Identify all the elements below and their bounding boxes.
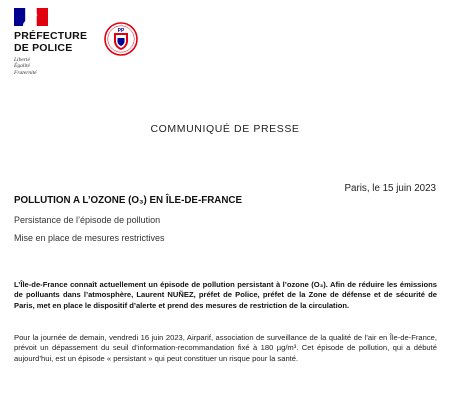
svg-text:PP: PP (117, 28, 125, 34)
logo-title (14, 30, 87, 54)
release-date: Paris, le 15 juin 2023 (344, 183, 436, 194)
lead-paragraph: L’Île-de-France connaît actuellement un épisode de pollution persistant à l’ozone (O₃). Afin de réduire les émissions de polluants dans l’atmosphère, Laurent NUÑEZ, préfet de Police, préfet de la Zone de défense et de sécurité de Paris, met en place le dispositif d’alerte et prend des mesures de restriction de la circulation. (14, 280, 437, 310)
republic-motto (14, 57, 37, 76)
release-title: POLLUTION A L’OZONE (O₃) EN ÎLE-DE-FRANCE (14, 195, 243, 206)
motto-liberte: Liberté (14, 57, 30, 63)
prefecture-de-police-emblem-icon (104, 22, 138, 56)
press-release-heading: COMMUNIQUÉ DE PRESSE (150, 123, 300, 135)
body-paragraph: Pour la journée de demain, vendredi 16 juin 2023, Airparif, association de surveillance de la qualité de l’air en Île-de-France, prévoit un dépassement du seuil d’information-recommandation fixé à 180 µg/m³. Cet épisode de pollution, qui a débuté aujourd’hui, est un épisode « persistant » qui peut constituer un risque pour la santé. (14, 333, 437, 363)
subtitle-restrictive-measures: Mise en place de mesures restrictives (14, 233, 165, 243)
logo-title-line1: PRÉFECTURE (14, 30, 88, 42)
motto-egalite: Égalité (14, 63, 30, 70)
marianne-flag-icon (14, 8, 48, 26)
logo-title-line2: DE POLICE (14, 42, 73, 54)
subtitle-persistence: Persistance de l’épisode de pollution (14, 215, 161, 225)
motto-fraternite: Fraternité (14, 69, 37, 76)
